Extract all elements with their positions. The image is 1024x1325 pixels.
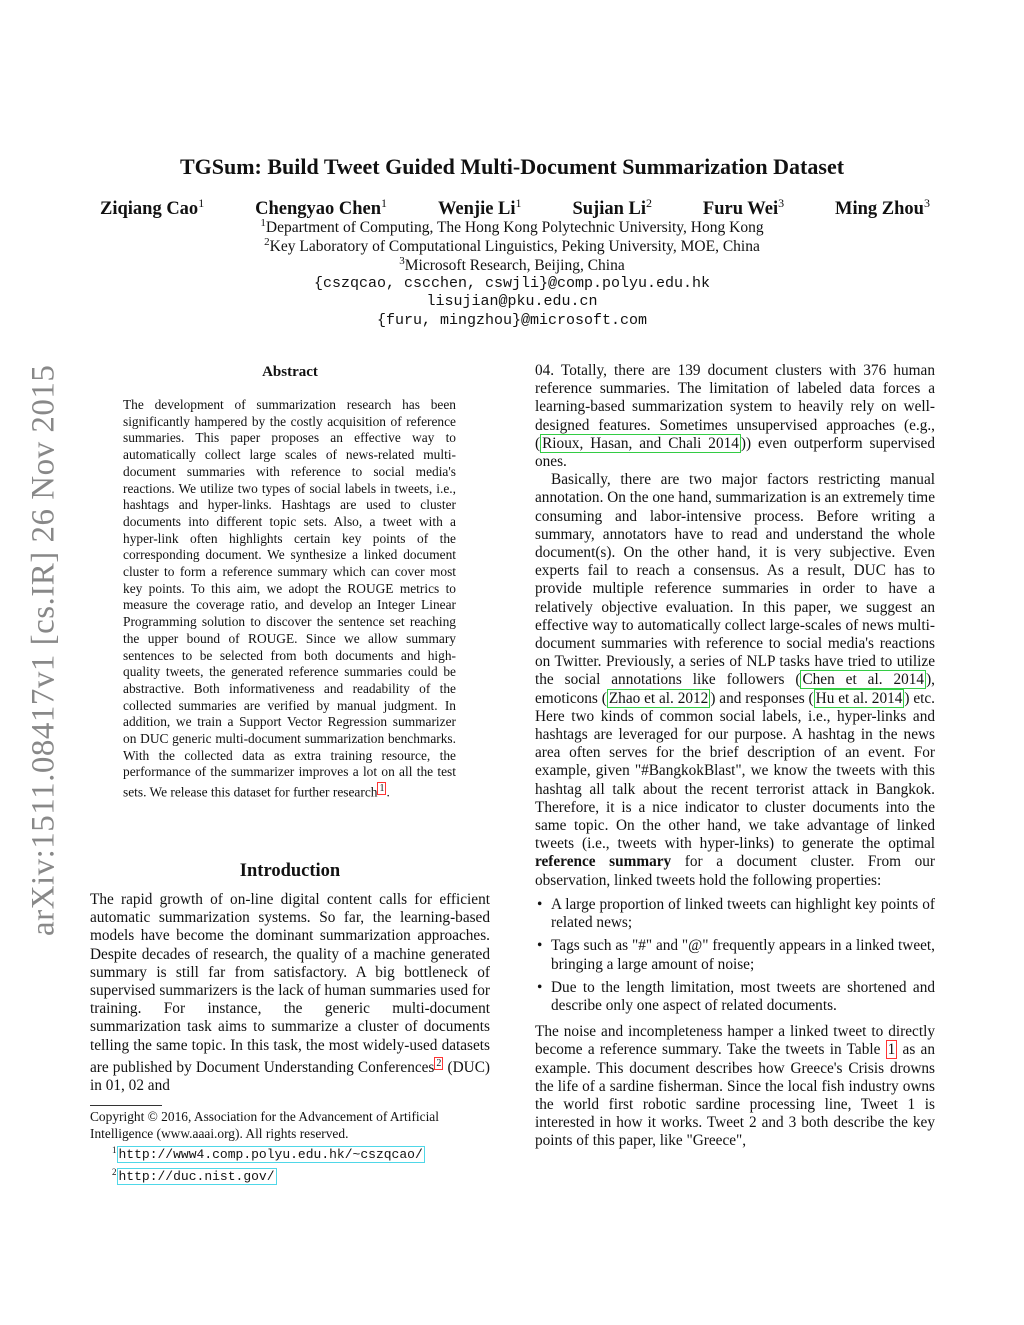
author: Furu Wei$^3$ xyxy=(702,196,785,220)
email: {furu, mingzhou}@microsoft.com xyxy=(376,312,648,329)
paragraph: The noise and incompleteness hamper a linked tweet to directly become a reference summary. Take the tweets in Table 1 as an example. This document describes how Greece's Crisis drowns the life of a sardine fisherman. Since the local fish industry owns the world first robotic sardine processing line, Tweet 1 is interested in how it works. Tweet 2 and 3 both describe the key points of this paper, like "Greece", xyxy=(535,1023,935,1150)
list-item: • Tags such as "#" and "@" frequently appears in a linked tweet, bringing a large amount of noise; xyxy=(537,937,935,973)
author: Ziqiang Cao$^1$ xyxy=(100,196,205,220)
arxiv-stamp[interactable]: arXiv:1511.08417v1 [cs.IR] 26 Nov 2015 xyxy=(25,364,62,936)
paragraph: Basically, there are two major factors restricting manual annotation. On the one hand, summarization is an extremely time consuming and labor-intensive process. Before writing a summary, annotators have to read and understand the whole document(s). On the other hand, it is very subjective. Even experts fail to reach a consensus. As a result, DUC has to provide multiple reference summaries in order to have a relatively objective evaluation. In this paper, we suggest an effective way to automatically collect large-scales of news multi-document summaries with reference to social media's reactions on Twitter. Previously, a series of NLP tasks have tried to utilize the social annotations like followers ( Chen et al. 2014 ), emoticons ( Zhao et al. 2012 ) and responses ( Hu et al. 2014 ) etc. Here two kinds of common social labels, i.e., hyper-links and hashtags are leveraged for our purpose. A hashtag in the news area often serves for the brief description of an event. For example, given "#BangkokBlast", we know the tweets with this hashtag all talk about the recent terrorist attack in Bangkok. Therefore, it is a nice indicator to cluster documents into the same topic. On the other hand, we take advantage of linked tweets (i.e., tweets with hyper-links) to generate the optimal reference summary for a document cluster. From our observation, linked tweets hold the following properties: xyxy=(535,471,936,889)
author: Chengyao Chen$^1$ xyxy=(255,196,388,220)
citation-link[interactable]: Chen et al. 2014 xyxy=(802,671,925,689)
abstract-heading: Abstract xyxy=(262,364,318,380)
affiliation: $^2$Key Laboratory of Computational Linguistics, Peking University, MOE, China xyxy=(264,236,760,256)
citation-link[interactable]: Rioux, Hasan, and Chali 2014 xyxy=(542,434,739,452)
email: lisujian@pku.edu.cn xyxy=(426,293,598,310)
right-column xyxy=(535,362,935,1151)
footnote-link[interactable]: 2 xyxy=(436,1057,442,1069)
footnote: $^1$ http://www4.comp.polyu.edu.hk/~cszqcao/ xyxy=(112,1145,423,1163)
footnote-rule xyxy=(90,1105,162,1106)
footnote-url-link[interactable]: http://duc.nist.gov/ xyxy=(118,1169,275,1185)
affiliation: $^3$Microsoft Research, Beijing, China xyxy=(399,255,625,275)
abstract-text: The development of summarization research has been significantly hampered by the costly acquisition of reference summaries. This paper proposes an effective way to automatically collect large scales of news-related multi-document summaries with reference to social media's reactions. We utilize two types of social labels in tweets, i.e., hashtags and hyper-links. Hashtags are used to cluster documents into different topic sets. Also, a tweet with a hyper-link often highlights certain key points of the corresponding document. We synthesize a linked document cluster to form a reference summary which can cover most key points. To this aim, we adopt the ROUGE metrics to measure the coverage ratio, and develop an Integer Linear Programming solution to discover the sentence set reaching the upper bound of ROUGE. Since we allow summary sentences to be selected from both documents and high-quality tweets, the generated reference summaries could be abstractive. Both informativeness and readability of the collected summaries are verified by manual judgment. In addition, we train a Support Vector Regression summarizer on DUC generic multi-document summarization benchmarks. With the collected data as extra training resource, the performance of the summarizer improves a lot on all the test sets. We release this dataset for further research $^1$ . xyxy=(123,397,456,800)
property-list xyxy=(535,896,935,1015)
copyright-notice: Copyright © 2016, Association for the Advancement of Artificial Intelligence (www.aaai.org). All rights reserved. xyxy=(90,1109,439,1141)
footnote-link[interactable]: 1 xyxy=(379,783,385,795)
citation-link[interactable]: Hu et al. 2014 xyxy=(815,689,903,707)
citation-link[interactable]: Zhao et al. 2012 xyxy=(608,689,709,707)
email: {cszqcao, cscchen, cswjli}@comp.polyu.edu.hk xyxy=(313,275,711,292)
list-item: • A large proportion of linked tweets can highlight key points of related news; xyxy=(537,895,935,932)
author: Sujian Li$^2$ xyxy=(572,196,652,220)
footnotes xyxy=(90,1109,490,1186)
introduction-text: The rapid growth of on-line digital content calls for efficient automatic summarization systems. So far, the learning-based models have become the dominant summarization approaches. Despite decades of research, the quality of a machine generated summary is still far from satisfactory. A big bottleneck of supervised summarizers is the lack of human summaries used for training. For instance, the generic multi-document summarization task aims to summarize a cluster of documents telling the same topic. In this task, the most widely-used datasets are published by Document Understanding Conferences $^2$ (DUC) in 01, 02 and xyxy=(90,891,490,1095)
footnote: $^2$ http://duc.nist.gov/ xyxy=(112,1166,275,1185)
affiliation: $^1$Department of Computing, The Hong Kong Polytechnic University, Hong Kong xyxy=(260,217,764,237)
footnote-url-link[interactable]: http://www4.comp.polyu.edu.hk/~cszqcao/ xyxy=(118,1147,423,1163)
list-item: • Due to the length limitation, most tweets are shortened and describe only one aspect of related documents. xyxy=(537,978,935,1014)
paper-title: TGSum: Build Tweet Guided Multi-Document Summarization Dataset xyxy=(179,154,845,179)
section-heading-introduction: Introduction xyxy=(239,861,341,881)
paragraph: 04. Totally, there are 139 document clusters with 376 human reference summaries. The limitation of labeled data forces a learning-based summarization system to heavily rely on well-designed features. Sometimes unsupervised approaches (e.g., ( Rioux, Hasan, and Chali 2014 )) even outperform supervised ones. xyxy=(535,362,935,471)
table-ref-link[interactable]: 1 xyxy=(887,1041,896,1059)
author: Ming Zhou$^3$ xyxy=(835,196,930,220)
author: Wenjie Li$^1$ xyxy=(437,196,522,220)
